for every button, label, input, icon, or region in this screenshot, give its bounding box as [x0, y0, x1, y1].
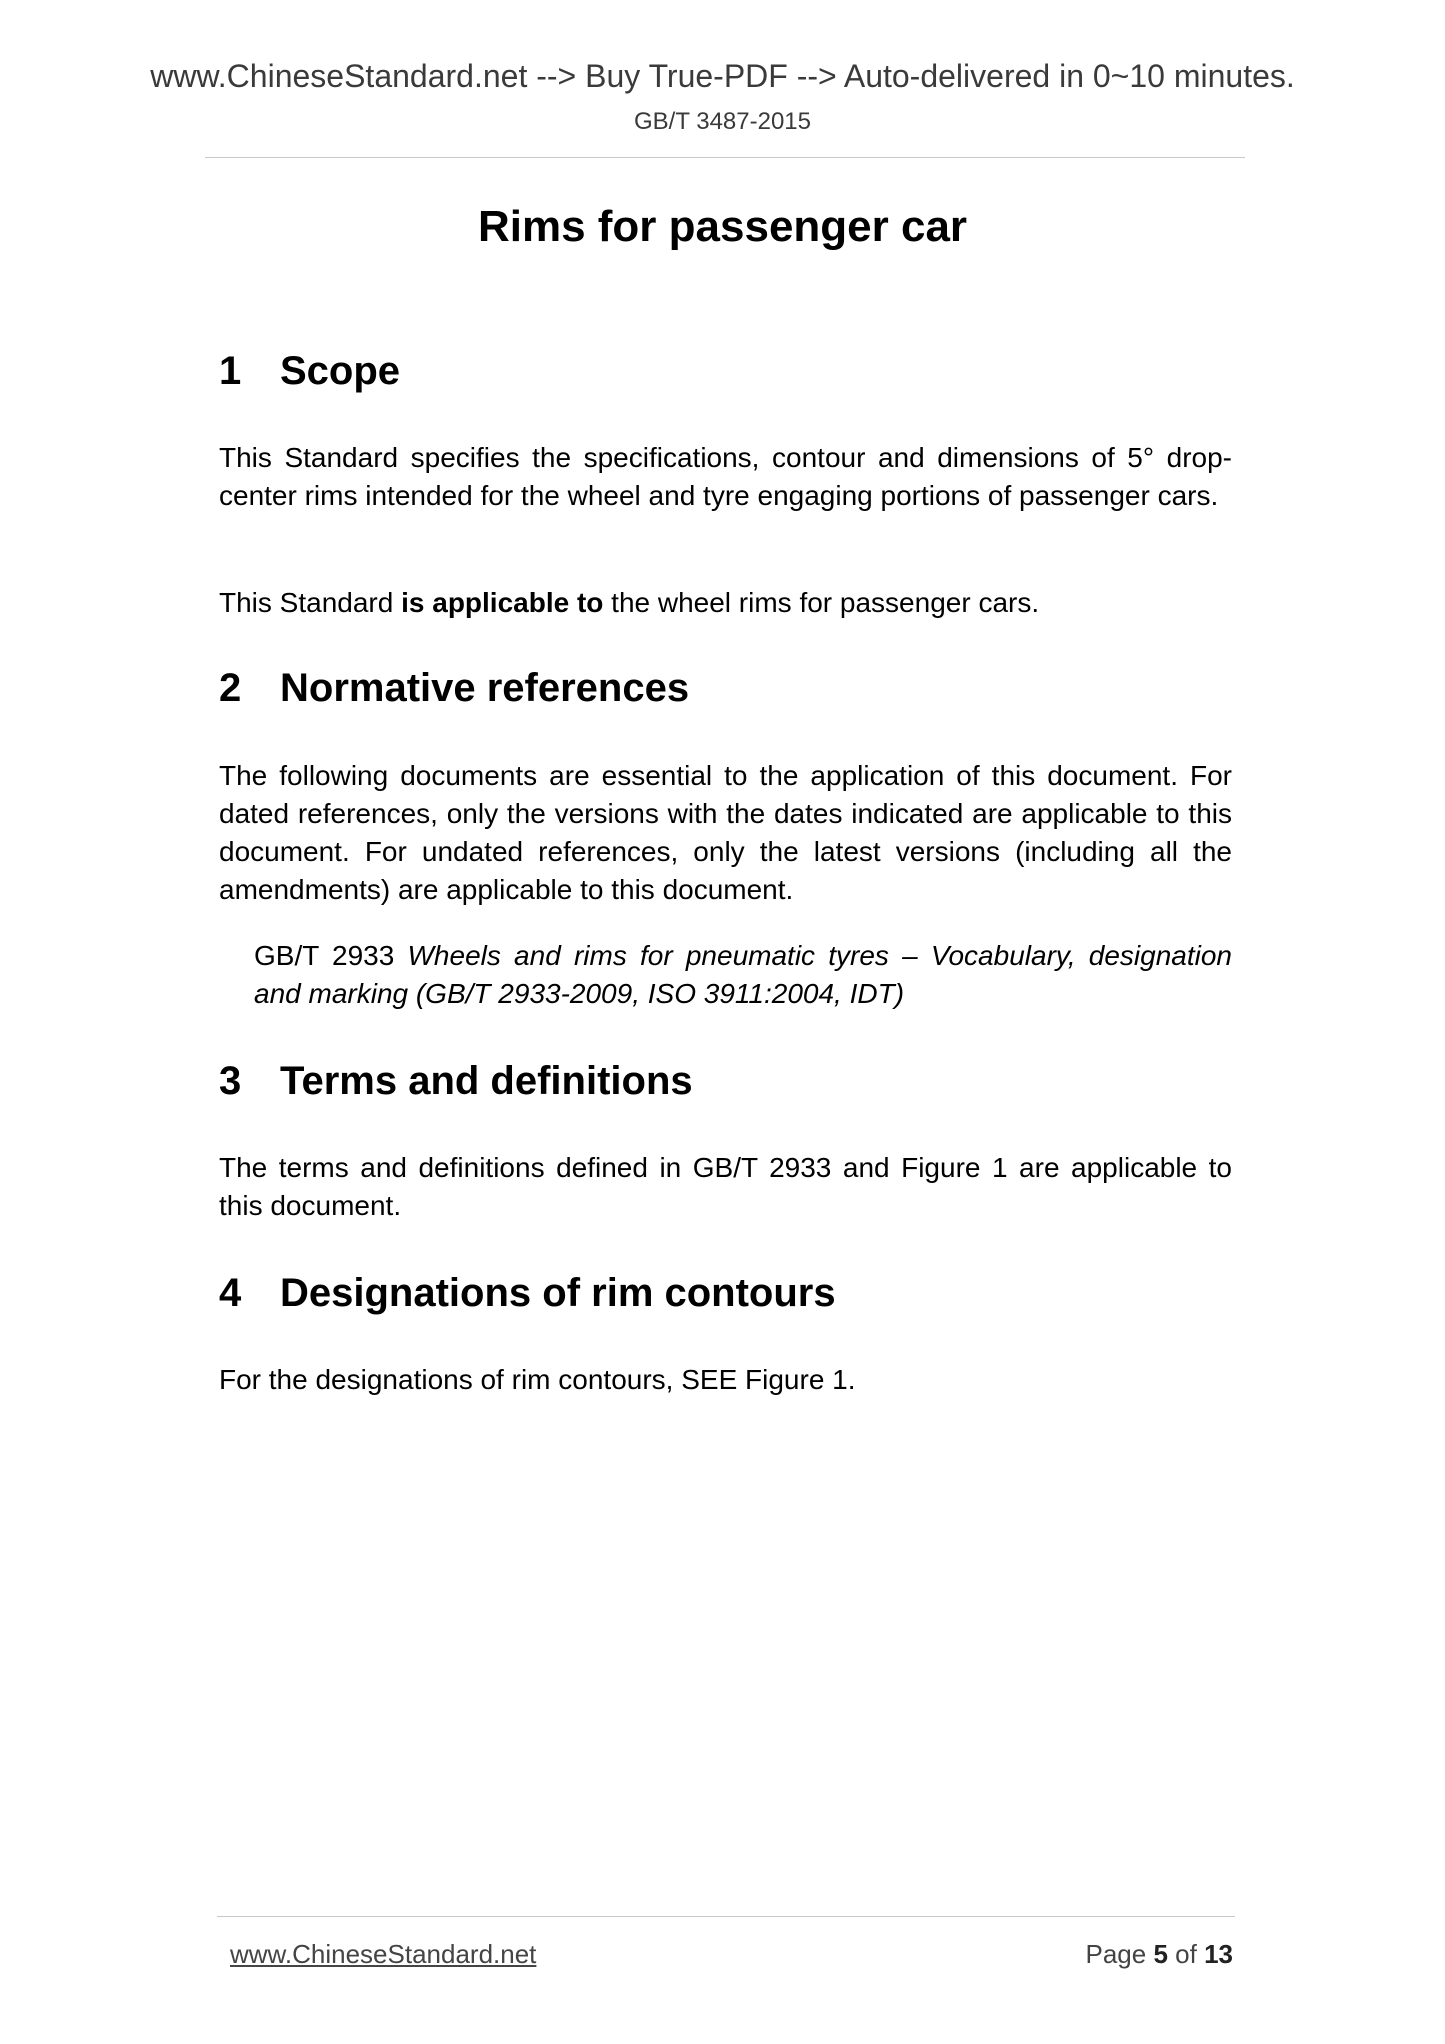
- section-title: Designations of rim contours: [280, 1271, 836, 1315]
- section-title: Normative references: [280, 666, 690, 710]
- reference-title: Wheels and rims for pneumatic tyres – Vocabulary, designation and marking (GB/T 2933-2009, ISO 3911:2004, IDT): [254, 940, 1233, 1009]
- applicability-paragraph: [219, 584, 1232, 622]
- applicability-post: the wheel rims for passenger cars.: [603, 587, 1040, 618]
- section-3-heading: [219, 1057, 693, 1105]
- applicability-bold: is applicable to: [401, 587, 604, 618]
- page-current: 5: [1153, 1939, 1168, 1969]
- header-divider: [205, 157, 1245, 158]
- section-title: Scope: [280, 349, 401, 393]
- document-title: Rims for passenger car: [477, 202, 968, 251]
- page-total: 13: [1204, 1939, 1233, 1969]
- footer-website-link[interactable]: www.ChineseStandard.net: [230, 1939, 537, 1969]
- section-4-heading: [219, 1269, 836, 1317]
- reference-code: GB/T 2933: [254, 940, 395, 971]
- applicability-pre: This Standard: [219, 587, 402, 618]
- section-number: 1: [219, 349, 242, 393]
- page-indicator: [1085, 1938, 1233, 1970]
- section-1-heading: [219, 347, 400, 395]
- section-title: Terms and definitions: [280, 1059, 693, 1103]
- section-number: 2: [219, 666, 242, 710]
- footer-divider: [217, 1916, 1235, 1917]
- scope-paragraph: This Standard specifies the specifications, contour and dimensions of 5° drop-center rims intended for the wheel and tyre engaging portions of passenger cars.: [219, 442, 1232, 511]
- page-label: Page: [1085, 1939, 1147, 1969]
- designations-paragraph: For the designations of rim contours, SEE Figure 1.: [219, 1364, 856, 1395]
- standard-code: GB/T 3487-2015: [633, 108, 811, 135]
- header-banner: www.ChineseStandard.net --> Buy True-PDF --> Auto-delivered in 0~10 minutes.: [150, 58, 1295, 94]
- terms-paragraph: The terms and definitions defined in GB/T 2933 and Figure 1 are applicable to this document.: [219, 1152, 1232, 1221]
- section-2-heading: [219, 664, 689, 712]
- normative-references-paragraph: The following documents are essential to the application of this document. For dated references, only the versions with the dates indicated are applicable to this document. For undated references, only the latest versions (including all the amendments) are applicable to this document.: [219, 760, 1232, 905]
- section-number: 3: [219, 1059, 242, 1103]
- reference-entry: [254, 937, 1232, 1013]
- section-number: 4: [219, 1271, 242, 1315]
- page-of: of: [1175, 1939, 1197, 1969]
